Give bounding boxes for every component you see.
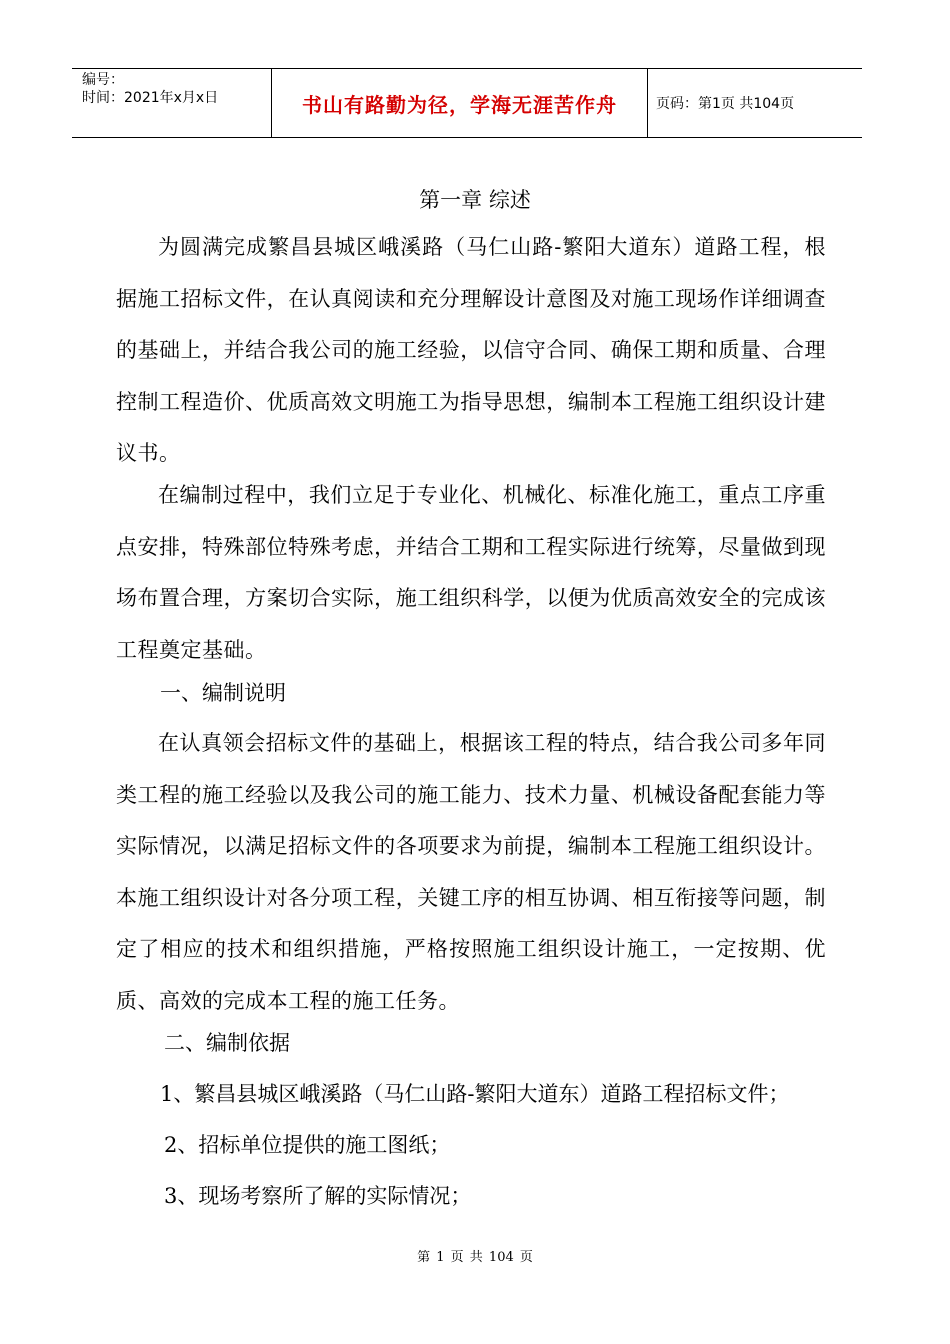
page-footer: 第 1 页 共 104 页 [417, 1250, 533, 1265]
header-meta-cell [72, 69, 272, 137]
paragraph-intro: 为圆满完成繁昌县城区峨溪路（马仁山路-繁阳大道东）道路工程，根据施工招标文件，在认真阅读和充分理解设计意图及对施工现场作详细调查的基础上，并结合我公司的施工经验，以信守合同、确保工期和质量、合理控制工程造价、优质高效文明施工为指导思想，编制本工程施工组织设计建议书。 [116, 235, 826, 465]
header-motto: 书山有路勤为径，学海无涯苦作舟 [302, 92, 617, 117]
header-motto-cell [272, 69, 648, 137]
document-header [72, 68, 862, 138]
basis-item-1: 1、繁昌县城区峨溪路（马仁山路-繁阳大道东）道路工程招标文件； [160, 1082, 790, 1106]
section-heading-compilation-basis: 二、编制依据 [164, 1031, 290, 1055]
header-page-info: 页码：第1页 共104页 [656, 96, 795, 112]
section-heading-compilation-notes: 一、编制说明 [160, 681, 286, 705]
basis-item-3: 3、现场考察所了解的实际情况； [164, 1184, 472, 1208]
document-number-label: 编号： [82, 72, 124, 88]
document-time-label: 时间：2021年x月x日 [82, 90, 219, 106]
paragraph-compilation-process: 在编制过程中，我们立足于专业化、机械化、标准化施工，重点工序重点安排，特殊部位特殊考虑，并结合工期和工程实际进行统筹，尽量做到现场布置合理，方案切合实际，施工组织科学，以便为优质高效安全的完成该工程奠定基础。 [116, 483, 826, 662]
basis-item-2: 2、招标单位提供的施工图纸； [164, 1133, 451, 1157]
chapter-title: 第一章 综述 [419, 188, 531, 212]
header-page-cell [648, 69, 862, 137]
paragraph-compilation-notes: 在认真领会招标文件的基础上，根据该工程的特点，结合我公司多年同类工程的施工经验以及我公司的施工能力、技术力量、机械设备配套能力等实际情况，以满足招标文件的各项要求为前提，编制本工程施工组织设计。本施工组织设计对各分项工程，关键工序的相互协调、相互衔接等问题，制定了相应的技术和组织措施，严格按照施工组织设计施工，一定按期、优质、高效的完成本工程的施工任务。 [116, 731, 826, 1013]
